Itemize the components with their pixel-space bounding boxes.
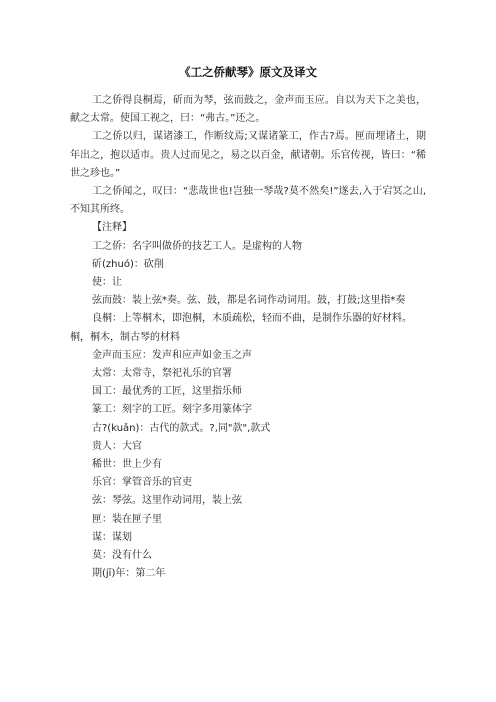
note-item: 谋：谋划 xyxy=(92,531,132,543)
note-item: 国工：最优秀的工匠，这里指乐师 xyxy=(92,386,242,398)
note-item: 太常：太常寺，祭祀礼乐的官署 xyxy=(92,368,232,380)
note-item: 良桐：上等桐木，即泡桐，木质疏松，轻而不曲，是制作乐器的好材料。桐，桐木，制古琴的材料 xyxy=(70,313,412,343)
document-title: 《工之侨献琴》原文及译文 xyxy=(179,65,317,79)
original-text-paragraph-3: 工之侨闻之，叹曰：“悲哉世也!岂独一琴哉?莫不然矣!”遂去,入于宕冥之山,不知其所终。 xyxy=(70,186,426,216)
note-item: 使：让 xyxy=(92,277,122,289)
note-item: 莫：没有什么 xyxy=(92,550,152,562)
original-text-paragraph-2: 工之侨以归，谋诸漆工，作断纹焉;又谋诸篆工，作古?焉。匣而埋诸土，期年出之，抱以适市。贵人过而见之，易之以百金，献诸朝。乐官传视，皆曰：“稀世之珍也。” xyxy=(70,131,426,179)
note-item: 斫(zhuó)：砍削 xyxy=(92,258,164,270)
note-item: 期(jī)年：第二年 xyxy=(92,568,166,580)
note-item: 工之侨：名字叫做侨的技艺工人。是虚构的人物 xyxy=(92,240,302,252)
note-item: 稀世：世上少有 xyxy=(92,459,162,471)
note-item: 金声而玉应：发声和应声如金玉之声 xyxy=(92,349,252,361)
note-item: 古?(kuǎn)：古代的款式。?,同"款",款式 xyxy=(92,422,271,434)
original-text-paragraph-1: 工之侨得良桐焉，斫而为琴，弦而鼓之，金声而玉应。自以为天下之美也，献之太常。使国工视之，曰：“弗古。”还之。 xyxy=(70,95,426,125)
document-body xyxy=(70,92,426,583)
notes-heading: 【注释】 xyxy=(92,222,132,234)
note-item: 贵人：大官 xyxy=(92,440,142,452)
note-item: 乐官：掌管音乐的官吏 xyxy=(92,477,192,489)
note-item: 篆工：刻字的工匠。刻字多用篆体字 xyxy=(92,404,252,416)
note-item: 弦：琴弦。这里作动词用，装上弦 xyxy=(92,495,242,507)
note-item: 匣：装在匣子里 xyxy=(92,513,162,525)
note-item: 弦而鼓：装上弦*奏。弦、鼓，都是名词作动词用。鼓，打鼓;这里指*奏 xyxy=(92,295,406,307)
